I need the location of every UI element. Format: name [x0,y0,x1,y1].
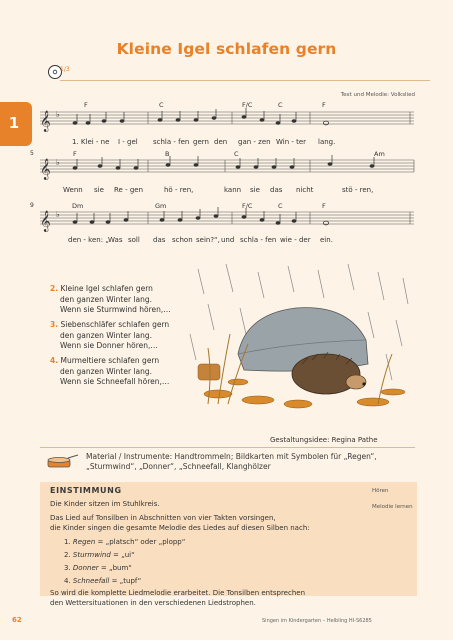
verse-line: Kleine Igel schlafen gern [60,284,153,293]
verse-line: den ganzen Winter lang. [60,366,152,376]
design-credit: Gestaltungsidee: Regina Pathe [270,436,378,444]
lyric: den - ken: „Was [68,236,123,244]
list-item: 2. Sturmwind = „ui“ [64,551,135,559]
lyric: wie - der [280,236,311,244]
lyric: kann [224,186,242,194]
lyric: das [270,186,283,194]
lyric: sie [250,186,260,194]
list-item: 4. Schneefall = „tupf“ [64,577,142,585]
verse-line: Siebenschläfer schlafen gern [60,320,170,329]
verse-line: Wenn sie Donner hören,… [60,341,158,350]
verse-2 [50,284,180,316]
paragraph: Das Lied auf Tonsilben in Abschnitten von vier Takten vorsingen, [50,514,276,522]
chord: Dm [72,202,84,210]
paragraph: Die Kinder sitzen im Stuhlkreis. [50,500,160,508]
lyric: soll [128,236,140,244]
verse-line: Wenn sie Schneefall hören,… [60,377,170,386]
paragraph: den Wettersituationen in den verschiedenen Liedstrophen. [50,599,256,607]
lyric: nicht [296,186,314,194]
svg-text:𝄞: 𝄞 [40,159,51,180]
chord: F/C [242,202,253,210]
materials-divider [40,447,415,448]
verse-line: den ganzen Winter lang. [60,330,152,340]
measure-number: 5 [30,150,34,157]
lyric: Re - gen [114,186,144,194]
section-heading: EINSTIMMUNG [50,486,122,495]
chord: C [278,202,283,210]
materials-line: „Sturmwind“, „Donner“, „Schneefall, Klanghölzer [86,462,271,471]
lyric: sie [94,186,104,194]
side-note: Melodie lernen [372,504,413,510]
lyric: gern [193,138,209,146]
hedgehog-illustration [178,264,413,414]
chord: Gm [155,202,167,210]
drum-icon [44,454,80,470]
list-item: 3. Donner = „bum“ [64,564,132,572]
verse-number: 2. [50,284,59,293]
lyric: Win - ter [276,138,307,146]
verse-number: 3. [50,320,59,329]
chord: B [165,150,170,158]
lyric: lang. [318,138,336,146]
lyric: I - gel [118,138,138,146]
sheet-music [0,0,453,250]
paragraph: So wird die komplette Liedmelodie erarbeitet. Die Tonsilben entsprechen [50,589,306,597]
lyric: stö - ren, [342,186,374,194]
svg-text:♭: ♭ [56,210,60,219]
chapter-number: 1 [8,114,20,132]
lyric: und [221,236,235,244]
lyric: das [153,236,166,244]
song-credit: Text und Melodie: Volkslied [340,92,415,98]
verse-line: den ganzen Winter lang. [60,294,152,304]
side-note: Hören [372,488,389,494]
chord: F [84,101,88,109]
materials-line: Material / Instrumente: Handtrommeln; Bildkarten mit Symbolen für „Regen“, [86,452,377,461]
lyric: hö - ren, [164,186,194,194]
chord: C [278,101,283,109]
svg-text:𝄞: 𝄞 [40,111,51,132]
svg-text:♭: ♭ [56,158,60,167]
lyric: schla - fen [240,236,277,244]
lyric: gan - zen [238,138,271,146]
svg-text:𝄞: 𝄞 [40,211,51,232]
chord: Am [374,150,385,158]
verse-4 [50,356,180,388]
svg-text:♭: ♭ [56,110,60,119]
page-number: 62 [12,616,22,624]
lyric: den [214,138,228,146]
lyric: sein?“, [196,236,220,244]
list-item: 1. Regen = „platsch“ oder „plopp“ [64,538,186,546]
verse-line: Wenn sie Sturmwind hören,… [60,305,171,314]
lyric: ein. [320,236,333,244]
lyric: schla - fen [153,138,190,146]
cd-track-label: 1/3 [60,66,70,73]
verse-number: 4. [50,356,59,365]
verse-3 [50,320,180,352]
page-title: Kleine Igel schlafen gern [116,40,337,58]
materials-text [86,452,411,472]
chord: C [234,150,239,158]
verse-line: Murmeltiere schlafen gern [60,356,160,365]
chord: F/C [242,101,253,109]
lyric: Wenn [63,186,83,194]
lyric: schon [172,236,193,244]
footer-text: Singen im Kindergarten – Helbling HI-S6285 [262,618,372,624]
measure-number: 9 [30,202,34,209]
chord: F [322,202,326,210]
chord: F [73,150,77,158]
lyric: 1. Klei - ne [72,138,110,146]
paragraph: die Kinder singen die gesamte Melodie des Liedes auf diesen Silben nach: [50,524,310,532]
chord: F [322,101,326,109]
chord: C [159,101,164,109]
